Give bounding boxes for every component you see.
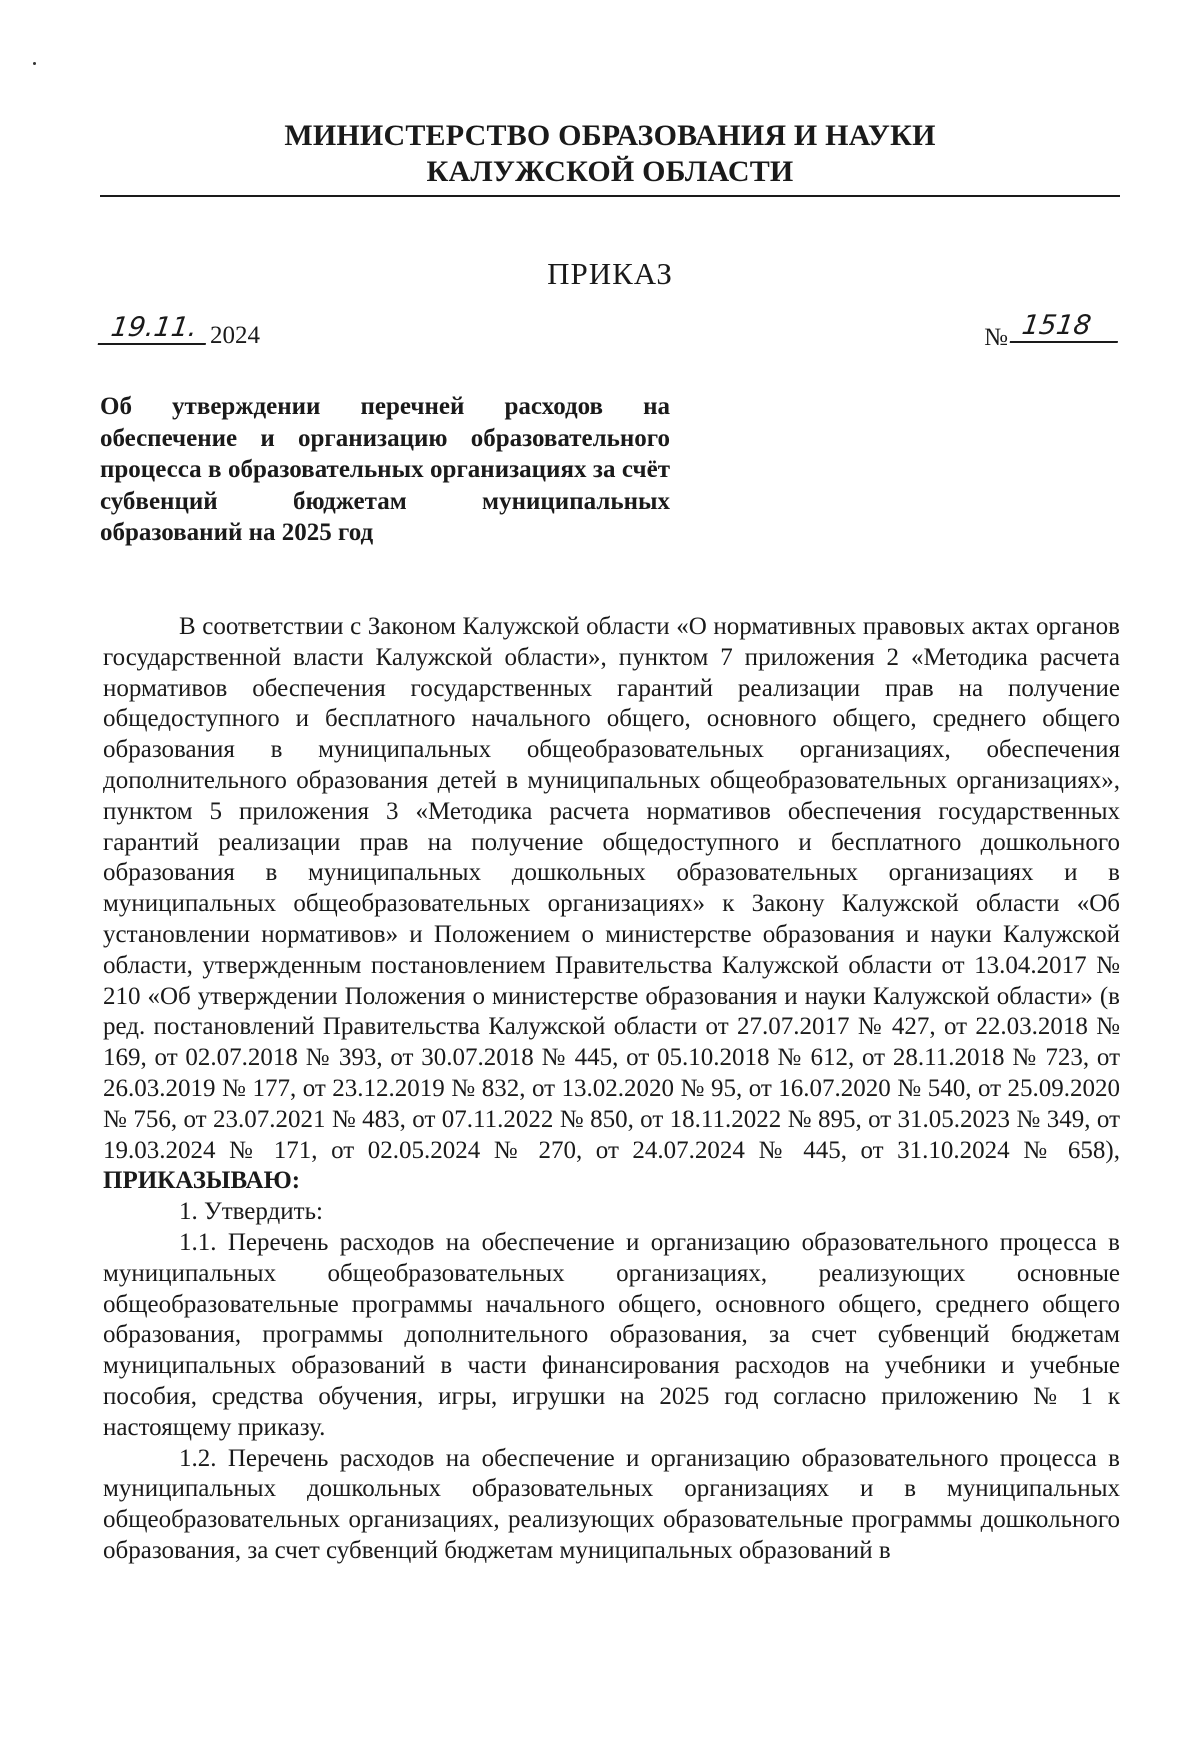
ministry-name-line1: МИНИСТЕРСТВО ОБРАЗОВАНИЯ И НАУКИ [284, 119, 936, 152]
date-year: 2024 [210, 322, 260, 349]
document-type-title: ПРИКАЗ [547, 256, 673, 291]
number-sign: № [984, 324, 1008, 351]
ministry-header [100, 118, 1120, 190]
ministry-name-line2: КАЛУЖСКОЙ ОБЛАСТИ [426, 155, 794, 188]
preamble-text: В соответствии с Законом Калужской области «О нормативных правовых актах органов государственной власти Калужской области», пунктом 7 приложения 2 «Методика расчета нормативов обеспечения государственных гарантий реализации прав на получение общедоступного и бесплатного начального общего, основного общего, среднего общего образования в муниципальных общеобразовательных организациях, обеспечения дополнительного образования детей в муниципальных общеобразовательных организациях», пунктом 5 приложения 3 «Методика расчета нормативов обеспечения государственных гарантий реализации прав на получение общедоступного и бесплатного дошкольного образования в муниципальных дошкольных образовательных организациях и в муниципальных общеобразовательных организациях» к Закону Калужской области «Об установлении нормативов» и Положением о министерстве образования и науки Калужской области, утвержденным постановлением Правительства Калужской области от 13.04.2017 № 210 «Об утверждении Положения о министерстве образования и науки Калужской области» (в ред. постановлений Правительства Калужской области от 27.07.2017 № 427, от 22.03.2018 № 169, от 02.07.2018 № 393, от 30.07.2018 № 445, от 05.10.2018 № 612, от 28.11.2018 № 723, от 26.03.2019 № 177, от 23.12.2019 № 832, от 13.02.2020 № 95, от 16.07.2020 № 540, от 25.09.2020 № 756, от 23.07.2021 № 483, от 07.11.2022 № 850, от 18.11.2022 № 895, от 31.05.2023 № 349, от 19.03.2024 № 171, от 02.05.2024 № 270, от 24.07.2024 № 445, от 31.10.2024 № 658), [103, 613, 1120, 1164]
order-word: ПРИКАЗЫВАЮ: [103, 1167, 301, 1195]
item-1-1: 1.1. Перечень расходов на обеспечение и организацию образовательного процесса в муниципальных общеобразовательных организациях, реализующих основные общеобразовательные программы начального общего, основного общего, среднего общего образования, программы дополнительного образования, за счет субвенций бюджетам муниципальных образований в части финансирования расходов на учебники и учебные пособия, средства обучения, игры, игрушки на 2025 год согласно приложению № 1 к настоящему приказу. [103, 1228, 1120, 1441]
date-number-row [100, 310, 1120, 362]
handwritten-date: 19.11. [98, 312, 211, 345]
scan-speck [33, 62, 36, 65]
handwritten-order-number: 1518 [1010, 310, 1123, 343]
header-divider [100, 195, 1120, 197]
order-subject: Об утверждении перечней расходов на обеспечение и организацию образовательного процесса в образовательных организациях за счёт субвенций бюджетам муниципальных образований на 2025 год [100, 393, 670, 547]
item-1-2: 1.2. Перечень расходов на обеспечение и организацию образовательного процесса в муниципальных дошкольных образовательных организациях и в муниципальных общеобразовательных организациях, реализующих образовательные программы дошкольного образования, за счет субвенций бюджетам муниципальных образований в [103, 1444, 1120, 1564]
preamble-paragraph [103, 612, 1120, 1197]
order-body [103, 612, 1120, 1567]
item-1: 1. Утвердить: [179, 1198, 323, 1226]
